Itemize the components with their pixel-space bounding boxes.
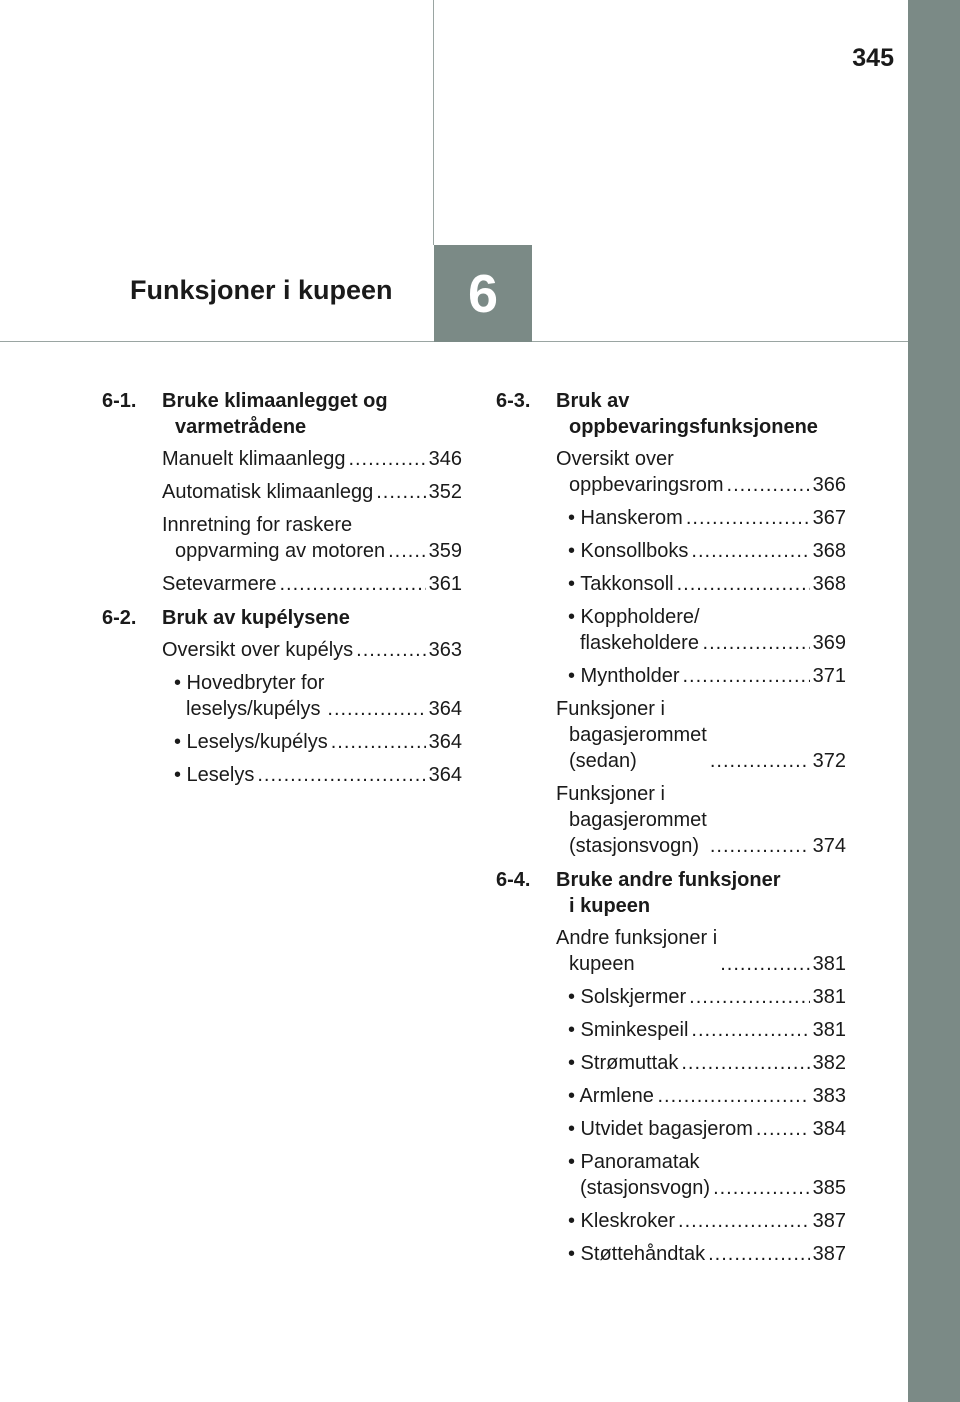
toc-entry[interactable] — [496, 1017, 846, 1043]
toc-entry[interactable] — [496, 604, 846, 656]
toc-leader-dots — [331, 729, 426, 755]
toc-entry-label: Funksjoner i bagasjerommet (sedan) — [556, 698, 707, 772]
toc-leader-dots — [703, 630, 810, 656]
toc-entry[interactable] — [496, 538, 846, 564]
toc-leader-dots — [356, 637, 425, 663]
toc-entry-label: • Konsollboks — [568, 540, 689, 562]
toc-entry-page: 372 — [812, 750, 846, 772]
toc-leader-dots — [280, 571, 426, 597]
toc-entry[interactable] — [496, 781, 846, 859]
toc-entry[interactable] — [496, 925, 846, 977]
toc-entry[interactable] — [102, 512, 462, 564]
toc-leader-dots — [710, 748, 810, 774]
toc-section-number: 6-3. — [496, 390, 531, 412]
toc-leader-dots — [657, 1083, 809, 1109]
toc-entry-label: • Leselys — [174, 764, 255, 786]
toc-leader-dots — [678, 1208, 810, 1234]
toc-entry-label: • Leselys/kupélys — [174, 731, 328, 753]
toc-entry[interactable] — [102, 571, 462, 597]
toc-entry-page: 364 — [428, 698, 462, 720]
toc-entry-label: • Koppholdere/ flaskeholdere — [568, 606, 700, 654]
toc-entry-page: 364 — [428, 731, 462, 753]
toc-entry[interactable] — [102, 729, 462, 755]
toc-leader-dots — [756, 1116, 810, 1142]
toc-entry[interactable] — [496, 505, 846, 531]
toc-entry-page: 366 — [812, 474, 846, 496]
toc-entry-label: • Hovedbryter for leselys/kupélys — [174, 672, 325, 720]
toc-entry-page: 364 — [428, 764, 462, 786]
toc-right-column — [496, 388, 846, 1275]
toc-leader-dots — [388, 538, 426, 564]
toc-entry[interactable] — [496, 1241, 846, 1267]
toc-section-title: Bruke klimaanlegget og varmetrådene — [162, 390, 388, 438]
toc-entry-page: 381 — [812, 1019, 846, 1041]
toc-leader-dots — [691, 1017, 809, 1043]
toc-entry-page: 369 — [812, 632, 846, 654]
toc-entry[interactable] — [102, 637, 462, 663]
toc-leader-dots — [686, 505, 810, 531]
toc-entry[interactable] — [496, 446, 846, 498]
toc-entry[interactable] — [496, 1116, 846, 1142]
header-divider-vertical — [433, 0, 434, 245]
toc-leader-dots — [683, 663, 810, 689]
toc-entry-page: 381 — [812, 953, 846, 975]
toc-entry-label: Setevarmere — [162, 573, 277, 595]
toc-entry-label: • Solskjermer — [568, 986, 687, 1008]
toc-leader-dots — [257, 762, 425, 788]
toc-leader-dots — [376, 479, 425, 505]
toc-left-column — [102, 388, 462, 796]
toc-entry[interactable] — [496, 984, 846, 1010]
chapter-number-box — [434, 245, 532, 342]
toc-entry-label: • Myntholder — [568, 665, 680, 687]
toc-leader-dots — [708, 1241, 810, 1267]
toc-entry-page: 367 — [812, 507, 846, 529]
side-tab — [908, 0, 960, 1402]
toc-entry[interactable] — [496, 571, 846, 597]
toc-entry-page: 346 — [428, 448, 462, 470]
toc-entry-label: Funksjoner i bagasjerommet (stasjonsvogn) — [556, 783, 707, 857]
toc-entry[interactable] — [496, 1083, 846, 1109]
toc-entry-page: 352 — [428, 481, 462, 503]
toc-entry-label: • Utvidet bagasjerom — [568, 1118, 753, 1140]
toc-leader-dots — [327, 696, 425, 722]
toc-entry-label: • Armlene — [568, 1085, 654, 1107]
toc-entry-label: Oversikt over kupélys — [162, 639, 354, 661]
toc-entry[interactable] — [102, 670, 462, 722]
toc-entry[interactable] — [496, 1149, 846, 1201]
toc-entry-label: • Støttehåndtak — [568, 1243, 706, 1265]
toc-entry-label: • Hanskerom — [568, 507, 683, 529]
toc-section-heading — [102, 388, 462, 440]
toc-entry-page: 363 — [428, 639, 462, 661]
toc-entry-label: • Panoramatak (stasjonsvogn) — [568, 1151, 711, 1199]
toc-entry[interactable] — [102, 446, 462, 472]
toc-entry-label: • Takkonsoll — [568, 573, 674, 595]
toc-entry-label: Andre funksjoner i kupeen — [556, 927, 718, 975]
toc-section-number: 6-4. — [496, 869, 531, 891]
toc-entry-page: 374 — [812, 835, 846, 857]
toc-entry-label: Automatisk klimaanlegg — [162, 481, 374, 503]
toc-entry-page: 359 — [428, 540, 462, 562]
toc-leader-dots — [710, 833, 810, 859]
toc-section — [102, 605, 462, 788]
toc-entry[interactable] — [496, 696, 846, 774]
toc-entry-label: • Strømuttak — [568, 1052, 679, 1074]
toc-leader-dots — [691, 538, 809, 564]
toc-section — [496, 388, 846, 859]
toc-entry-page: 368 — [812, 573, 846, 595]
toc-section — [102, 388, 462, 597]
toc-entry-label: • Kleskroker — [568, 1210, 676, 1232]
toc-entry-label: Manuelt klimaanlegg — [162, 448, 346, 470]
toc-section-title: Bruk av oppbevaringsfunksjonene — [556, 390, 818, 438]
toc-entry-label: • Sminkespeil — [568, 1019, 689, 1041]
toc-section-heading — [496, 867, 846, 919]
toc-entry-page: 368 — [812, 540, 846, 562]
toc-entry-page: 383 — [812, 1085, 846, 1107]
toc-leader-dots — [348, 446, 425, 472]
toc-entry-page: 384 — [812, 1118, 846, 1140]
toc-entry-label: Innretning for raskere oppvarming av motoren — [162, 514, 386, 562]
toc-section-number: 6-1. — [102, 390, 137, 412]
toc-entry-page: 371 — [812, 665, 846, 687]
toc-entry[interactable] — [496, 1050, 846, 1076]
toc-entry[interactable] — [102, 762, 462, 788]
toc-section-heading — [496, 388, 846, 440]
toc-section-title: Bruke andre funksjoner i kupeen — [556, 869, 781, 917]
toc-leader-dots — [713, 1175, 810, 1201]
toc-entry-page: 385 — [812, 1177, 846, 1199]
toc-leader-dots — [677, 571, 810, 597]
toc-entry-label: Oversikt over oppbevaringsrom — [556, 448, 724, 496]
page-number: 345 — [852, 44, 894, 72]
toc-entry-page: 387 — [812, 1210, 846, 1232]
toc-entry-page: 381 — [812, 986, 846, 1008]
toc-entry[interactable] — [496, 1208, 846, 1234]
chapter-number: 6 — [467, 263, 499, 324]
toc-section-number: 6-2. — [102, 607, 137, 629]
toc-leader-dots — [727, 472, 810, 498]
toc-section — [496, 867, 846, 1267]
toc-leader-dots — [720, 951, 809, 977]
toc-entry-page: 382 — [812, 1052, 846, 1074]
toc-entry[interactable] — [102, 479, 462, 505]
toc-section-heading — [102, 605, 462, 631]
toc-entry-page: 387 — [812, 1243, 846, 1265]
toc-entry-page: 361 — [428, 573, 462, 595]
toc-leader-dots — [689, 984, 809, 1010]
toc-section-title: Bruk av kupélysene — [162, 607, 350, 629]
chapter-title: Funksjoner i kupeen — [130, 275, 393, 305]
toc-leader-dots — [681, 1050, 809, 1076]
toc-entry[interactable] — [496, 663, 846, 689]
